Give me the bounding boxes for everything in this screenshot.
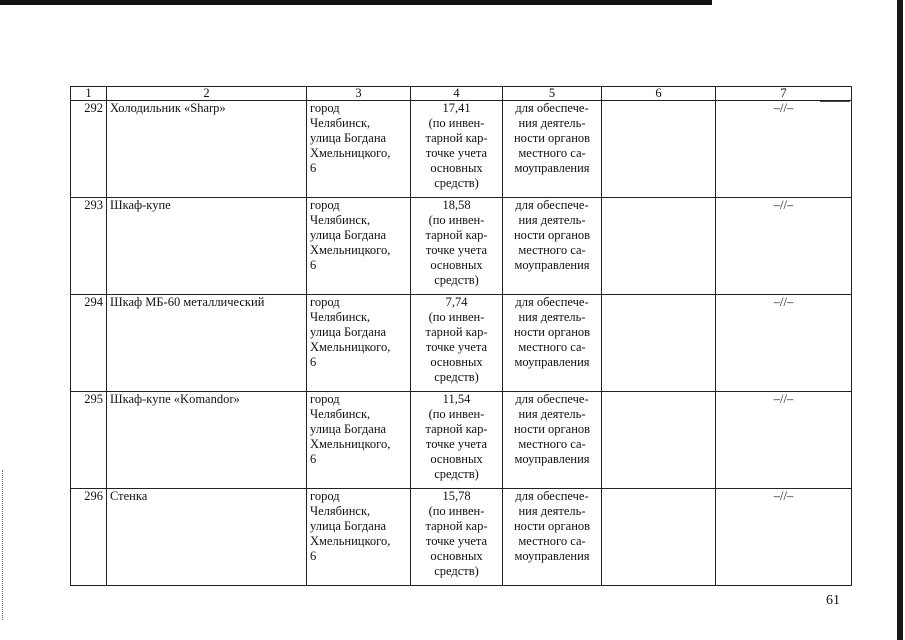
cost-line: (по инвен-	[428, 116, 485, 130]
purpose-line: ния деятель-	[518, 213, 586, 227]
scan-top-border	[0, 0, 712, 5]
cost-line: точке учета	[425, 146, 488, 160]
cost-line: (по инвен-	[428, 407, 485, 421]
address-line: Челябинск,	[310, 116, 371, 130]
cost-line: 7,74	[445, 295, 468, 309]
item-column-6	[602, 198, 716, 295]
address-line: Хмельницкого,	[310, 146, 391, 160]
address-line: город	[310, 198, 340, 212]
row-number: 292	[71, 101, 107, 198]
item-address	[307, 489, 411, 586]
item-cost	[411, 101, 503, 198]
column-number-3: 3	[307, 87, 411, 101]
item-column-6	[602, 489, 716, 586]
address-line: Челябинск,	[310, 504, 371, 518]
cost-line: точке учета	[425, 437, 488, 451]
table-row	[71, 489, 852, 586]
cost-line: основных	[430, 452, 483, 466]
cost-line: точке учета	[425, 534, 488, 548]
table-body	[71, 87, 852, 586]
cost-line: тарной кар-	[425, 228, 488, 242]
item-address	[307, 101, 411, 198]
column-number-row	[71, 87, 852, 101]
item-name: Холодильник «Sharp»	[107, 101, 307, 198]
column-number-2: 2	[107, 87, 307, 101]
cost-line: 15,78	[442, 489, 471, 503]
address-line: Хмельницкого,	[310, 534, 391, 548]
address-line: Хмельницкого,	[310, 243, 391, 257]
address-line: город	[310, 101, 340, 115]
address-line: улица Богдана	[310, 131, 387, 145]
purpose-line: местного са-	[518, 340, 586, 354]
cost-line: средств)	[434, 370, 479, 384]
cost-line: 17,41	[442, 101, 471, 115]
cost-line: тарной кар-	[425, 131, 488, 145]
purpose-line: моуправления	[514, 549, 590, 563]
purpose-line: местного са-	[518, 243, 586, 257]
table-row	[71, 295, 852, 392]
purpose-line: ности органов	[513, 131, 591, 145]
item-cost	[411, 295, 503, 392]
table-row	[71, 392, 852, 489]
address-line: Хмельницкого,	[310, 340, 391, 354]
property-register-table	[70, 86, 852, 586]
item-column-6	[602, 392, 716, 489]
address-line: Челябинск,	[310, 213, 371, 227]
item-purpose	[503, 198, 602, 295]
purpose-line: моуправления	[514, 355, 590, 369]
item-name: Стенка	[107, 489, 307, 586]
item-purpose	[503, 392, 602, 489]
row-number: 294	[71, 295, 107, 392]
purpose-line: местного са-	[518, 146, 586, 160]
purpose-line: моуправления	[514, 258, 590, 272]
item-name: Шкаф-купе	[107, 198, 307, 295]
page-number: 61	[826, 593, 840, 608]
address-line: 6	[310, 355, 317, 369]
purpose-line: ности органов	[513, 422, 591, 436]
address-line: Хмельницкого,	[310, 437, 391, 451]
item-cost	[411, 392, 503, 489]
cost-line: основных	[430, 355, 483, 369]
address-line: улица Богдана	[310, 422, 387, 436]
address-line: 6	[310, 161, 317, 175]
cost-line: средств)	[434, 273, 479, 287]
item-name: Шкаф МБ-60 металлический	[107, 295, 307, 392]
column-number-4: 4	[411, 87, 503, 101]
purpose-line: местного са-	[518, 437, 586, 451]
scan-right-border	[897, 0, 903, 640]
address-line: город	[310, 295, 340, 309]
purpose-line: моуправления	[514, 452, 590, 466]
column-number-1: 1	[71, 87, 107, 101]
cost-line: точке учета	[425, 340, 488, 354]
item-purpose	[503, 489, 602, 586]
row-number: 296	[71, 489, 107, 586]
address-line: 6	[310, 258, 317, 272]
purpose-line: ния деятель-	[518, 407, 586, 421]
cost-line: средств)	[434, 176, 479, 190]
purpose-line: ности органов	[513, 519, 591, 533]
address-line: улица Богдана	[310, 519, 387, 533]
item-address	[307, 198, 411, 295]
row-number: 293	[71, 198, 107, 295]
cost-line: 18,58	[442, 198, 471, 212]
purpose-line: для обеспече-	[515, 489, 589, 503]
cost-line: средств)	[434, 467, 479, 481]
item-column-6	[602, 295, 716, 392]
cost-line: средств)	[434, 564, 479, 578]
purpose-line: моуправления	[514, 161, 590, 175]
cost-line: 11,54	[442, 392, 471, 406]
column-number-5: 5	[503, 87, 602, 101]
purpose-line: местного са-	[518, 534, 586, 548]
cost-line: тарной кар-	[425, 325, 488, 339]
purpose-line: для обеспече-	[515, 392, 589, 406]
item-purpose	[503, 295, 602, 392]
cost-line: (по инвен-	[428, 504, 485, 518]
item-address	[307, 392, 411, 489]
address-line: Челябинск,	[310, 407, 371, 421]
address-line: улица Богдана	[310, 325, 387, 339]
item-column-7: –//–	[716, 295, 852, 392]
cost-line: (по инвен-	[428, 310, 485, 324]
purpose-line: для обеспече-	[515, 198, 589, 212]
item-name: Шкаф-купе «Komandor»	[107, 392, 307, 489]
cost-line: точке учета	[425, 243, 488, 257]
purpose-line: для обеспече-	[515, 295, 589, 309]
column-number-6: 6	[602, 87, 716, 101]
address-line: город	[310, 392, 340, 406]
cost-line: тарной кар-	[425, 422, 488, 436]
cost-line: (по инвен-	[428, 213, 485, 227]
address-line: улица Богдана	[310, 228, 387, 242]
cost-line: основных	[430, 258, 483, 272]
item-column-7: –//–	[716, 198, 852, 295]
item-purpose	[503, 101, 602, 198]
item-column-7: –//–	[716, 489, 852, 586]
item-cost	[411, 198, 503, 295]
purpose-line: ния деятель-	[518, 116, 586, 130]
item-column-6	[602, 101, 716, 198]
item-address	[307, 295, 411, 392]
item-column-7: –//–	[716, 392, 852, 489]
purpose-line: для обеспече-	[515, 101, 589, 115]
scan-left-edge-noise	[2, 470, 4, 620]
cost-line: тарной кар-	[425, 519, 488, 533]
item-cost	[411, 489, 503, 586]
address-line: Челябинск,	[310, 310, 371, 324]
purpose-line: ния деятель-	[518, 504, 586, 518]
purpose-line: ности органов	[513, 228, 591, 242]
column-number-7: 7	[716, 87, 852, 101]
address-line: 6	[310, 452, 317, 466]
row-number: 295	[71, 392, 107, 489]
purpose-line: ния деятель-	[518, 310, 586, 324]
address-line: город	[310, 489, 340, 503]
cost-line: основных	[430, 549, 483, 563]
table-row	[71, 101, 852, 198]
address-line: 6	[310, 549, 317, 563]
purpose-line: ности органов	[513, 325, 591, 339]
table-row	[71, 198, 852, 295]
item-column-7: –//–	[716, 101, 852, 198]
cost-line: основных	[430, 161, 483, 175]
